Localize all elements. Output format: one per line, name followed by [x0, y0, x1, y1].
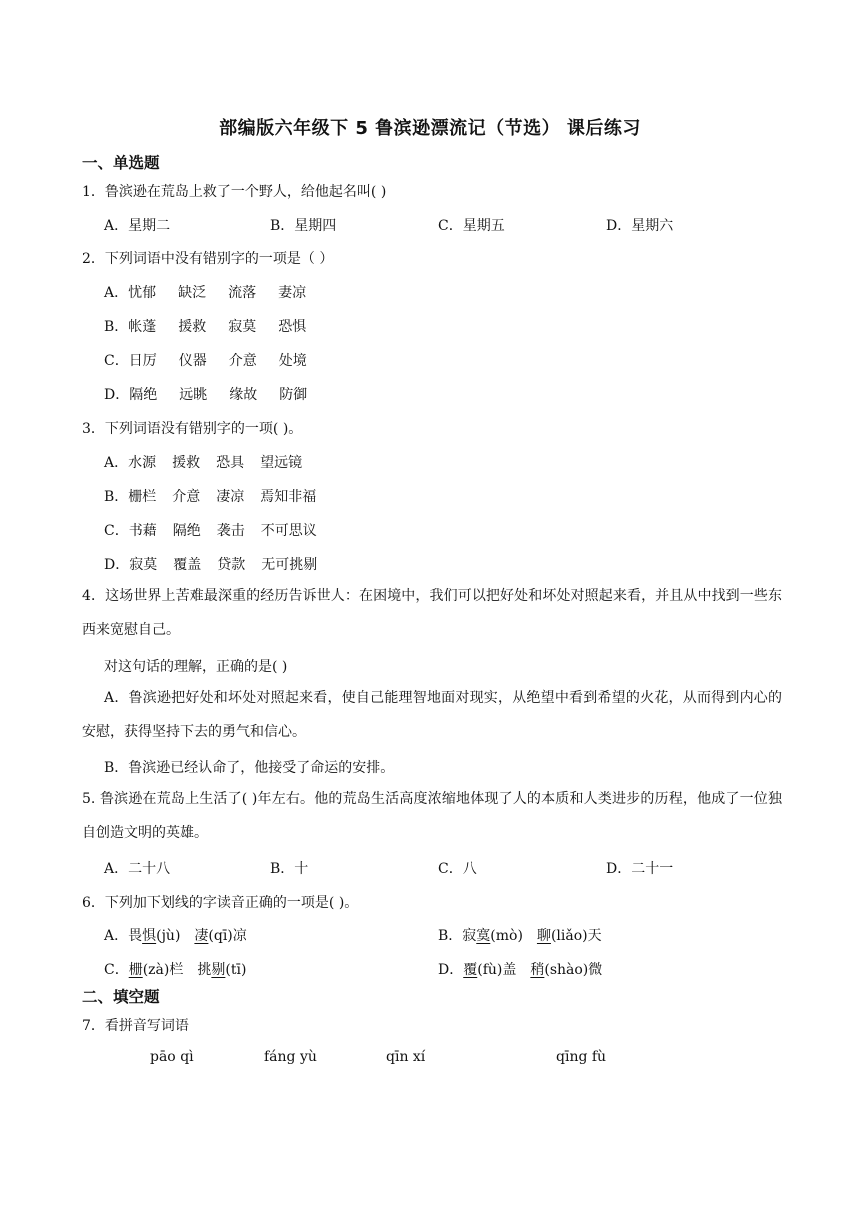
- char: 挑: [197, 962, 212, 978]
- q3-option-c: [104, 520, 333, 540]
- word: 隔绝: [129, 387, 158, 403]
- q4-option-b: B．鲁滨逊已经认命了，他接受了命运的安排。: [104, 760, 395, 776]
- q1-option-a: A．星期二: [104, 218, 171, 234]
- pinyin-2: fáng yù: [264, 1049, 317, 1065]
- reading: (shào)微: [544, 962, 603, 978]
- q6-option-d: [438, 959, 602, 979]
- reading: (qī)凉: [208, 928, 247, 944]
- q5-option-d: D．二十一: [606, 861, 674, 877]
- word: 仪器: [178, 353, 207, 369]
- underlined-char: 聊: [536, 928, 551, 944]
- word: 贷款: [217, 557, 246, 573]
- underlined-char: 凄: [194, 928, 209, 944]
- underlined-char: 稍: [530, 962, 545, 978]
- q3-option-d: [104, 554, 333, 574]
- question-3-stem: 3．下列词语没有错别字的一项( )。: [82, 421, 303, 437]
- section-heading-single-choice: 一、单选题: [82, 154, 160, 172]
- option-label: C．: [104, 962, 129, 978]
- underlined-char: 寞: [476, 928, 491, 944]
- q5-option-c: C．八: [438, 861, 477, 877]
- word: 日厉: [128, 353, 157, 369]
- question-5-stem: 5. 鲁滨逊在荒岛上生活了( )年左右。他的荒岛生活高度浓缩地体现了人的本质和人类进步的历程，他成了一位独自创造文明的英雄。: [82, 791, 782, 841]
- q3-option-b: [104, 486, 332, 506]
- q6-option-c: [104, 959, 246, 979]
- word: 缘故: [229, 387, 258, 403]
- q1-option-b: B．星期四: [270, 218, 337, 234]
- q6-option-b: [438, 925, 602, 945]
- q5-option-a: A．二十八: [104, 861, 171, 877]
- q2-option-b: [104, 316, 328, 336]
- word: 覆盖: [173, 557, 202, 573]
- question-1-stem: 1．鲁滨逊在荒岛上救了一个野人，给他起名叫( ): [82, 184, 387, 200]
- option-label: C．: [104, 523, 129, 539]
- q1-option-c: C．星期五: [438, 218, 505, 234]
- word: 恐惧: [278, 319, 307, 335]
- option-label: A．: [104, 455, 129, 471]
- q2-option-a: [104, 282, 328, 302]
- option-label: B．: [104, 489, 129, 505]
- underlined-char: 覆: [463, 962, 478, 978]
- q4-option-a: A．鲁滨逊把好处和坏处对照起来看，使自己能理智地面对现实，从绝望中看到希望的火花，从而得到内心的安慰，获得坚持下去的勇气和信心。: [82, 690, 782, 740]
- char: 寂: [462, 928, 477, 944]
- option-label: B．: [104, 319, 129, 335]
- reading: (liǎo)天: [550, 928, 602, 944]
- section-heading-fill-in: 二、填空题: [82, 988, 160, 1006]
- word: 忧郁: [128, 285, 157, 301]
- reading: (zà)栏: [142, 962, 184, 978]
- underlined-char: 惧: [142, 928, 157, 944]
- underlined-char: 栅: [128, 962, 143, 978]
- q3-option-a: [104, 452, 318, 472]
- question-2-stem: 2．下列词语中没有错别字的一项是（ ）: [82, 251, 334, 267]
- word: 望远镜: [260, 455, 303, 471]
- word: 帐蓬: [128, 319, 157, 335]
- q5-option-b: B．十: [270, 861, 309, 877]
- pinyin-1: pāo qì: [150, 1049, 194, 1065]
- word: 流落: [228, 285, 257, 301]
- option-label: C．: [104, 353, 129, 369]
- option-label: A．: [104, 285, 129, 301]
- word: 隔绝: [172, 523, 201, 539]
- word: 水源: [128, 455, 157, 471]
- word: 焉知非福: [260, 489, 317, 505]
- option-label: D．: [104, 557, 130, 573]
- word: 援救: [172, 455, 201, 471]
- word: 不可思议: [260, 523, 317, 539]
- q1-option-d: D．星期六: [606, 218, 674, 234]
- word: 恐具: [216, 455, 245, 471]
- question-4-stem: 4．这场世界上苦难最深重的经历告诉世人：在困境中，我们可以把好处和坏处对照起来看，并且从中找到一些东西来宽慰自己。: [82, 588, 782, 638]
- word: 防御: [279, 387, 308, 403]
- word: 妻凉: [278, 285, 307, 301]
- page-title: 部编版六年级下 5 鲁滨逊漂流记（节选） 课后练习: [219, 118, 641, 139]
- underlined-char: 剔: [211, 962, 226, 978]
- word: 缺泛: [178, 285, 207, 301]
- word: 无可挑剔: [261, 557, 318, 573]
- word: 介意: [172, 489, 201, 505]
- word: 栅栏: [128, 489, 157, 505]
- pinyin-3: qīn xí: [386, 1049, 426, 1065]
- question-7-stem: 7．看拼音写词语: [82, 1018, 189, 1034]
- word: 介意: [228, 353, 257, 369]
- question-6-stem: 6．下列加下划线的字读音正确的一项是( )。: [82, 895, 359, 911]
- q6-option-a: [104, 925, 247, 945]
- reading: (tī): [225, 962, 247, 978]
- word: 援救: [178, 319, 207, 335]
- option-label: B．: [438, 928, 463, 944]
- reading: (jù): [156, 928, 181, 944]
- word: 袭击: [216, 523, 245, 539]
- q2-option-d: [104, 384, 329, 404]
- option-label: D．: [104, 387, 130, 403]
- pinyin-4: qīng fù: [556, 1049, 607, 1065]
- reading: (mò): [490, 928, 523, 944]
- word: 书藉: [128, 523, 157, 539]
- q2-option-c: [104, 350, 329, 370]
- reading: (fù)盖: [477, 962, 517, 978]
- option-label: D．: [438, 962, 464, 978]
- word: 凄凉: [216, 489, 245, 505]
- word: 处境: [278, 353, 307, 369]
- char: 畏: [128, 928, 143, 944]
- word: 寂莫: [228, 319, 257, 335]
- word: 寂莫: [129, 557, 158, 573]
- question-4-sub: 对这句话的理解，正确的是( ): [104, 659, 288, 675]
- word: 远眺: [179, 387, 208, 403]
- option-label: A．: [104, 928, 129, 944]
